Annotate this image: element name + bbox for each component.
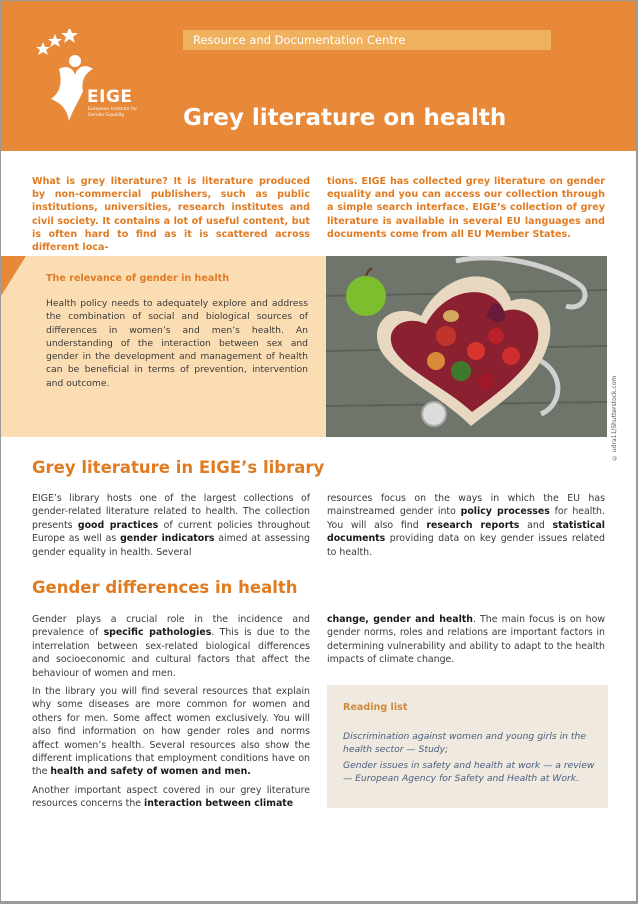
relevance-corner-accent [1,256,26,296]
library-emphasis: good practices [77,519,159,531]
health-heart-photo [326,256,607,437]
library-emphasis: gender indicators [120,533,215,545]
differences-column-1 [32,613,310,816]
library-text: for health. You will also find [327,506,605,531]
logo-wordmark: EIGE [87,87,133,107]
differences-emphasis: health and safety of women and men. [50,766,251,778]
library-column-1 [32,492,310,559]
eige-logo-icon [29,29,149,139]
document-page [1,1,636,901]
library-text: EIGE’s library hosts one of the largest collections of gender-related literature related to health. The collection presents [32,493,310,531]
library-text: aimed at assessing gender equality in health. Several [32,533,310,558]
differences-column-2 [327,613,605,667]
resource-centre-bar: Resource and Documentation Centre [183,30,551,50]
differences-emphasis: change, gender and health [327,614,473,625]
differences-paragraph-3 [32,784,310,811]
library-text: providing data on key gender issues related to health. [327,533,605,558]
library-emphasis: policy processes [460,506,550,518]
logo-subtitle: European Institute for Gender Equality [88,107,138,118]
differences-text: Another important aspect covered in our grey literature resources concerns the [32,784,310,810]
differences-text: Gender plays a crucial role in the incidence and prevalence of [32,614,310,639]
differences-text: . This is due to the interrelation between sex-related biological differences and socioeconomic and cultural factors that affect the behaviour of women and men. [32,627,310,679]
differences-paragraph-2 [32,685,310,779]
library-text: of current policies throughout Europe as well as [32,519,310,545]
reading-list-item[interactable]: Discrimination against women and young girls in the health sector — Study; [343,731,586,756]
differences-heading: Gender differences in health [32,578,298,597]
library-text: and [519,519,553,531]
reading-list-title: Reading list [343,702,408,713]
relevance-heading: The relevance of gender in health [46,273,230,284]
photo-credit: © udra11/Shutterstock.com [611,375,618,461]
differences-emphasis: interaction between climate [144,798,294,810]
library-column-2 [327,492,605,559]
differences-text: In the library you will find several resources that explain why some diseases are more common for women and others for men. Some affect women exclusively. You will also find information on how gender roles and norms affect women’s health. Several resources also show the different implications that employment conditions have on the [32,686,310,778]
differences-paragraph-1 [32,613,310,680]
differences-text: . The main focus is on how gender norms, roles and relations are important factors in determining vulnerability and ability to adapt to the health impacts of climate change. [327,614,605,666]
intro-column-1: What is grey literature? It is literature produced by non-commercial publishers, such as public institutions, universities, research institutes and civil society. It contains a lot of useful content, but is often hard to find as it is scattered across different loca- [32,176,310,254]
relevance-body: Health policy needs to adequately explore and address the combination of social and biological sources of differences in women’s and men’s health. An understanding of the interaction between sex and gender in the development and management of health can be beneficial in terms of prevention, intervention and outcome. [46,298,308,389]
library-emphasis: research reports [426,519,520,531]
differences-emphasis: specific pathologies [103,627,212,639]
library-heading: Grey literature in EIGE’s library [32,458,325,477]
intro-column-2: tions. EIGE has collected grey literature on gender equality and you can access our collection through a simple search interface. EIGE’s collection of grey literature is available in several EU languages and documents come from all EU Member States. [327,176,605,240]
library-emphasis: statistical documents [327,519,606,545]
library-text: resources focus on the ways in which the EU has mainstreamed gender into [327,493,605,518]
page-title: Grey literature on health [183,105,507,131]
reading-list-item[interactable]: Gender issues in safety and health at work — a review — European Agency for Safety and Health at Work. [343,760,595,785]
